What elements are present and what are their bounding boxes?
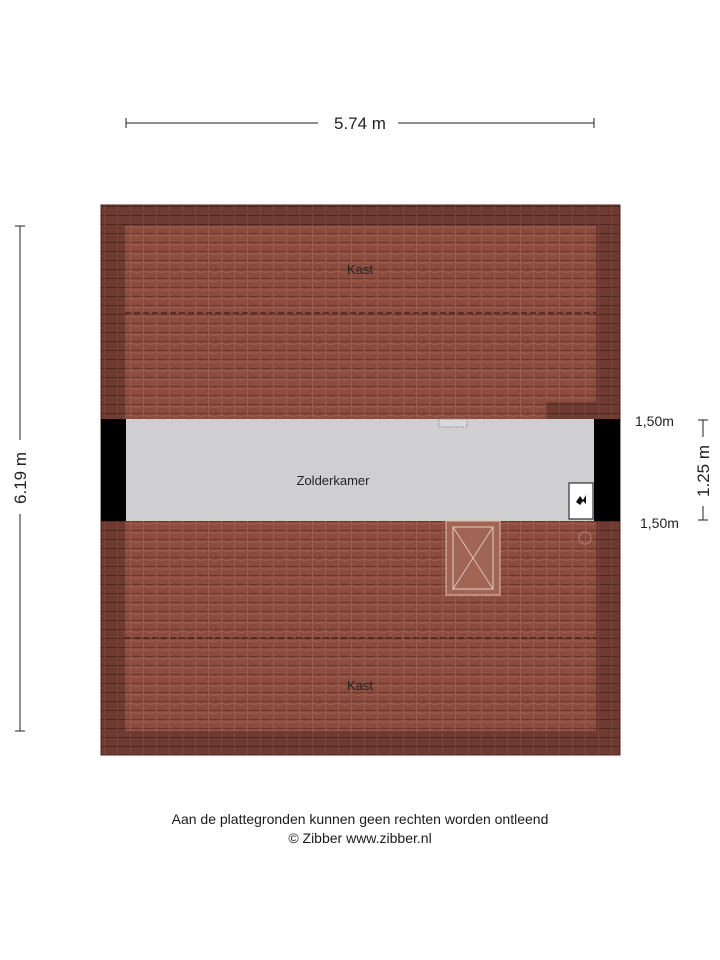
heater-icon [569, 483, 593, 519]
right-bottom-label: 1,50m [640, 515, 679, 531]
hatch-icon [439, 419, 467, 427]
room-label-zolderkamer: Zolderkamer [296, 473, 370, 488]
right-top-label: 1,50m [635, 413, 674, 429]
width-label: 5.74 m [334, 114, 386, 133]
skylight-icon [446, 521, 500, 595]
dimension-right-height [635, 413, 713, 531]
room-label-kast-bottom: Kast [346, 678, 374, 693]
dimension-height [11, 226, 30, 731]
right-height-label: 1.25 m [694, 445, 713, 497]
height-label: 6.19 m [11, 452, 30, 504]
dimension-width [126, 114, 594, 133]
room-label-kast-top: Kast [346, 262, 374, 277]
footer-copyright: © Zibber www.zibber.nl [288, 830, 432, 846]
footer-disclaimer: Aan de plattegronden kunnen geen rechten worden ontleend [171, 811, 549, 827]
zolderkamer-floor [126, 419, 594, 521]
